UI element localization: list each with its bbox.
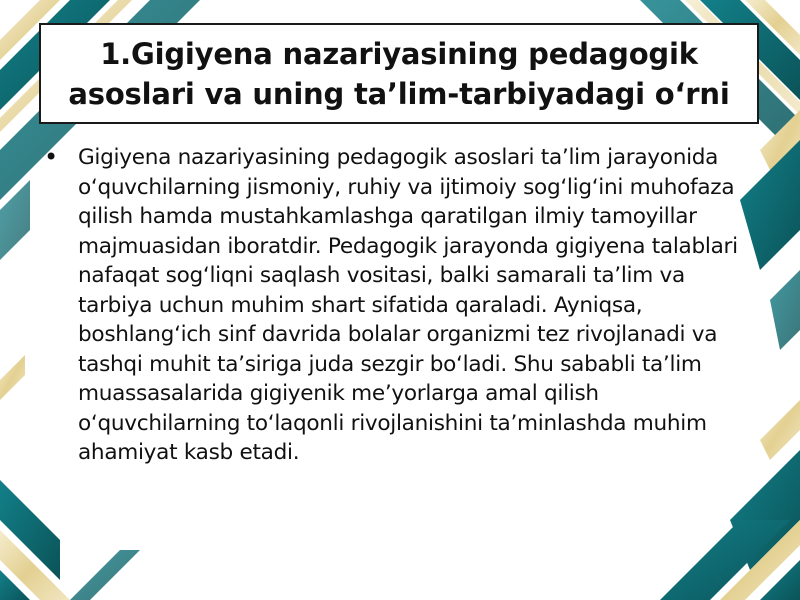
title-box	[39, 23, 759, 124]
corner-stripes-bottom-left	[0, 480, 140, 600]
bullet-point-icon: •	[44, 143, 59, 171]
bullet-paragraph: Gigiyena nazariyasining pedagogik asoslari ta’lim jarayonida o‘quvchilarning jismoniy, ruhiy va ijtimoiy sog‘lig‘ini muhofaza qilish hamda mustahkamlashga qaratilgan ilmiy tamoyillar majmuasidan iboratdir. Pedagogik jarayonda gigiyena talablari nafaqat sog‘liqni saqlash vositasi, balki samarali ta’lim va tarbiya uchun muhim shart sifatida qaraladi. Ayniqsa, boshlang‘ich sinf davrida bolalar organizmi tez rivojlanadi va tashqi muhit ta’siriga juda sezgir bo‘ladi. Shu sababli ta’lim muassasalarida gigiyenik me’yorlarga amal qilish o‘quvchilarning to‘laqonli rivojlanishini ta’minlashda muhim ahamiyat kasb etadi.	[78, 145, 738, 465]
bullet-list	[44, 143, 760, 468]
side-stripes-left	[0, 180, 30, 400]
slide-title: 1.Gigiyena nazariyasining pedagogik asoslari va uning ta’lim-tarbiyadagi o‘rni	[68, 36, 730, 111]
